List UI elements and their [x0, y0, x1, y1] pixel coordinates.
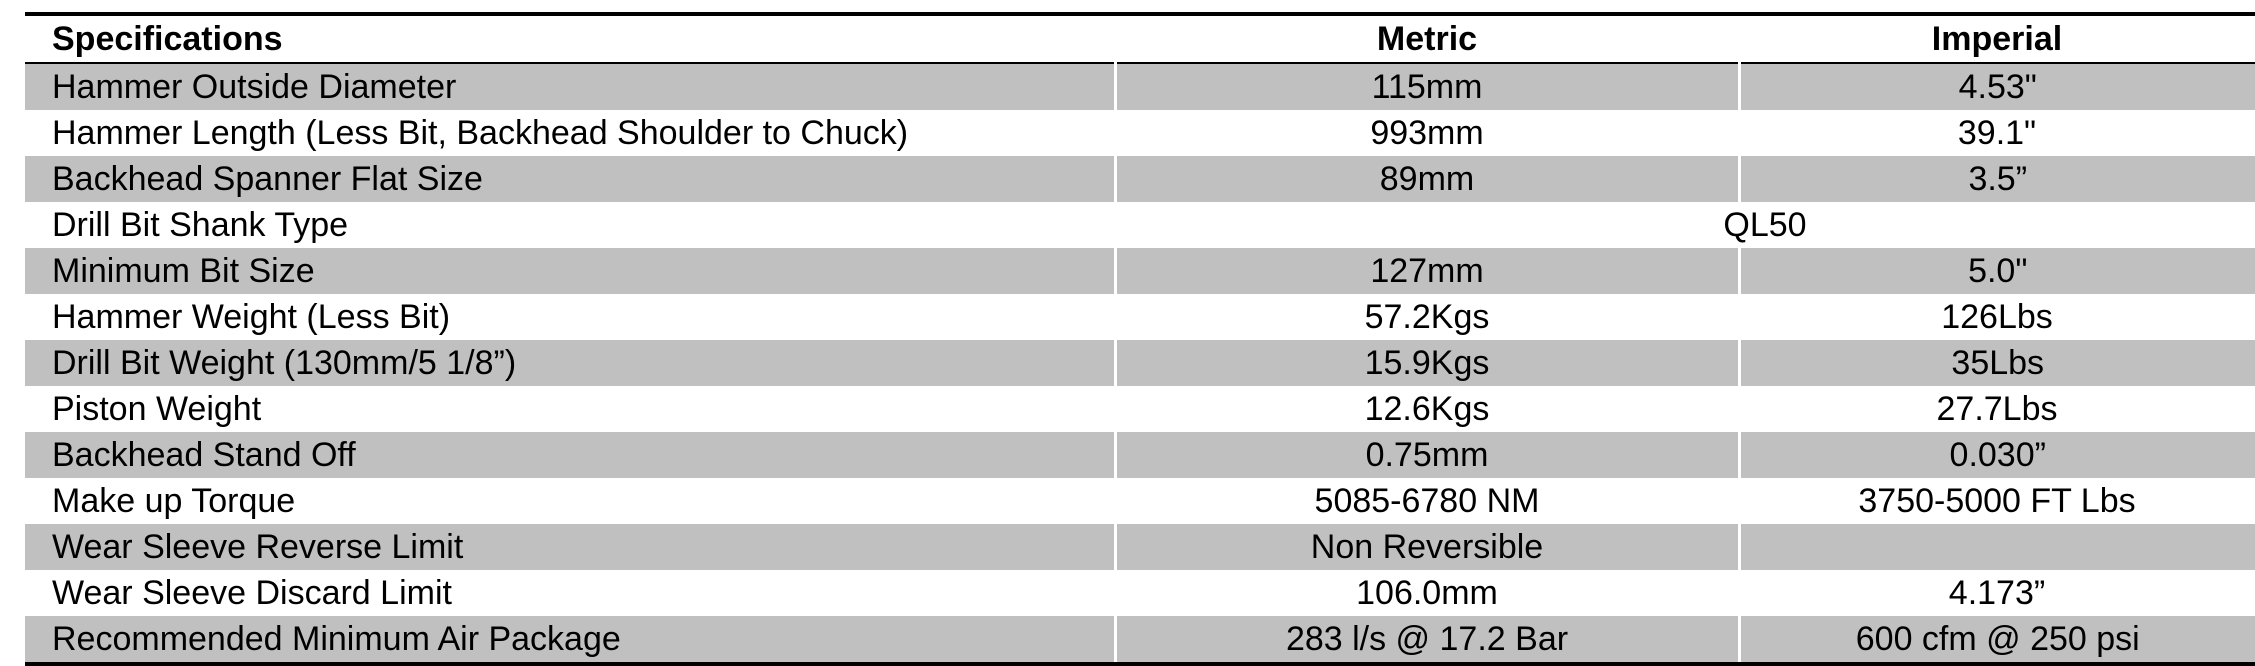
table-row [25, 570, 2255, 616]
table-row [25, 110, 2255, 156]
table-row [25, 63, 2255, 110]
header-imperial: Imperial [1739, 14, 2255, 63]
spec-label: Wear Sleeve Discard Limit [25, 570, 1115, 616]
spec-label: Drill Bit Shank Type [25, 202, 1115, 248]
imperial-value: 35Lbs [1739, 340, 2255, 386]
table-row [25, 524, 2255, 570]
spec-label: Hammer Weight (Less Bit) [25, 294, 1115, 340]
imperial-value: 3.5” [1739, 156, 2255, 202]
table-row [25, 340, 2255, 386]
spec-label: Make up Torque [25, 478, 1115, 524]
header-specifications: Specifications [25, 14, 1115, 63]
spec-label: Backhead Stand Off [25, 432, 1115, 478]
spec-label: Hammer Length (Less Bit, Backhead Shoulder to Chuck) [25, 110, 1115, 156]
spec-label: Minimum Bit Size [25, 248, 1115, 294]
metric-value: 57.2Kgs [1115, 294, 1739, 340]
table-row [25, 616, 2255, 664]
metric-value: 115mm [1115, 63, 1739, 110]
metric-value: Non Reversible [1115, 524, 1739, 570]
imperial-value: 4.53" [1739, 63, 2255, 110]
imperial-value: 0.030” [1739, 432, 2255, 478]
table-row [25, 432, 2255, 478]
spec-label: Backhead Spanner Flat Size [25, 156, 1115, 202]
metric-value: 127mm [1115, 248, 1739, 294]
metric-value: 15.9Kgs [1115, 340, 1739, 386]
table-row [25, 294, 2255, 340]
spec-label: Drill Bit Weight (130mm/5 1/8”) [25, 340, 1115, 386]
imperial-value: 600 cfm @ 250 psi [1739, 616, 2255, 664]
specifications-table [25, 12, 2255, 666]
table-row [25, 248, 2255, 294]
spec-label: Hammer Outside Diameter [25, 63, 1115, 110]
imperial-value [1739, 524, 2255, 570]
table-row [25, 156, 2255, 202]
table-row [25, 478, 2255, 524]
table-row [25, 386, 2255, 432]
combined-value: QL50 [1115, 202, 2255, 248]
spec-label: Recommended Minimum Air Package [25, 616, 1115, 664]
metric-value: 89mm [1115, 156, 1739, 202]
metric-value: 5085-6780 NM [1115, 478, 1739, 524]
metric-value: 106.0mm [1115, 570, 1739, 616]
spec-label: Piston Weight [25, 386, 1115, 432]
imperial-value: 4.173” [1739, 570, 2255, 616]
imperial-value: 27.7Lbs [1739, 386, 2255, 432]
metric-value: 0.75mm [1115, 432, 1739, 478]
metric-value: 283 l/s @ 17.2 Bar [1115, 616, 1739, 664]
table-row [25, 202, 2255, 248]
header-row [25, 14, 2255, 63]
imperial-value: 3750-5000 FT Lbs [1739, 478, 2255, 524]
header-metric: Metric [1115, 14, 1739, 63]
metric-value: 12.6Kgs [1115, 386, 1739, 432]
imperial-value: 39.1" [1739, 110, 2255, 156]
imperial-value: 126Lbs [1739, 294, 2255, 340]
metric-value: 993mm [1115, 110, 1739, 156]
imperial-value: 5.0" [1739, 248, 2255, 294]
spec-label: Wear Sleeve Reverse Limit [25, 524, 1115, 570]
